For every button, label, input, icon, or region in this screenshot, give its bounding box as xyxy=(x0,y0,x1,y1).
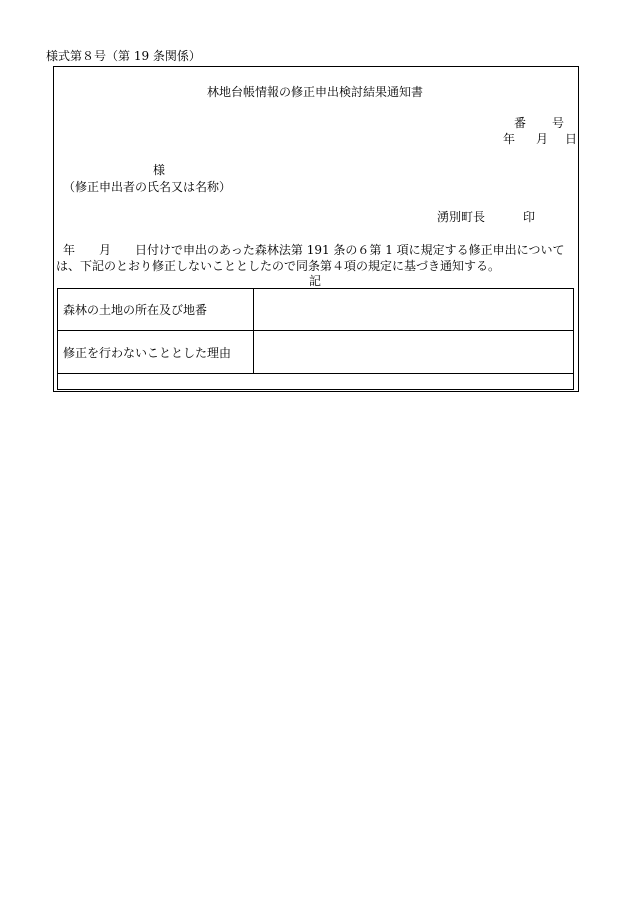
location-value-cell[interactable] xyxy=(254,289,574,331)
table-row xyxy=(58,331,574,374)
date-day-label: 日 xyxy=(565,132,578,146)
blank-row-cell xyxy=(58,374,574,390)
number-label-go: 号 xyxy=(552,116,565,130)
reason-value-cell[interactable] xyxy=(254,331,574,374)
body-text-line-2: は、下記のとおり修正しないこととしたので同条第４項の規定に基づき通知する。 xyxy=(56,259,501,273)
table-row xyxy=(58,289,574,331)
date-month-label: 月 xyxy=(536,132,549,146)
addressee-note: （修正申出者の氏名又は名称） xyxy=(63,180,232,194)
number-label-ban: 番 xyxy=(514,116,527,130)
location-label: 森林の土地の所在及び地番 xyxy=(58,289,254,331)
detail-table xyxy=(57,288,574,390)
ki-heading: 記 xyxy=(308,274,321,288)
table-row xyxy=(58,374,574,390)
form-number: 様式第８号（第 19 条関係） xyxy=(46,49,201,63)
date-year-label: 年 xyxy=(503,132,516,146)
addressee-honorific: 様 xyxy=(153,163,166,177)
seal-label: 印 xyxy=(523,210,536,224)
document-title: 林地台帳情報の修正申出検討結果通知書 xyxy=(206,85,423,99)
reason-label: 修正を行わないこととした理由 xyxy=(58,331,254,374)
body-text-line-1: 年 月 日付けで申出のあった森林法第 191 条の６第 1 項に規定する修正申出について xyxy=(63,243,565,257)
sender-name: 湧別町長 xyxy=(437,210,486,224)
